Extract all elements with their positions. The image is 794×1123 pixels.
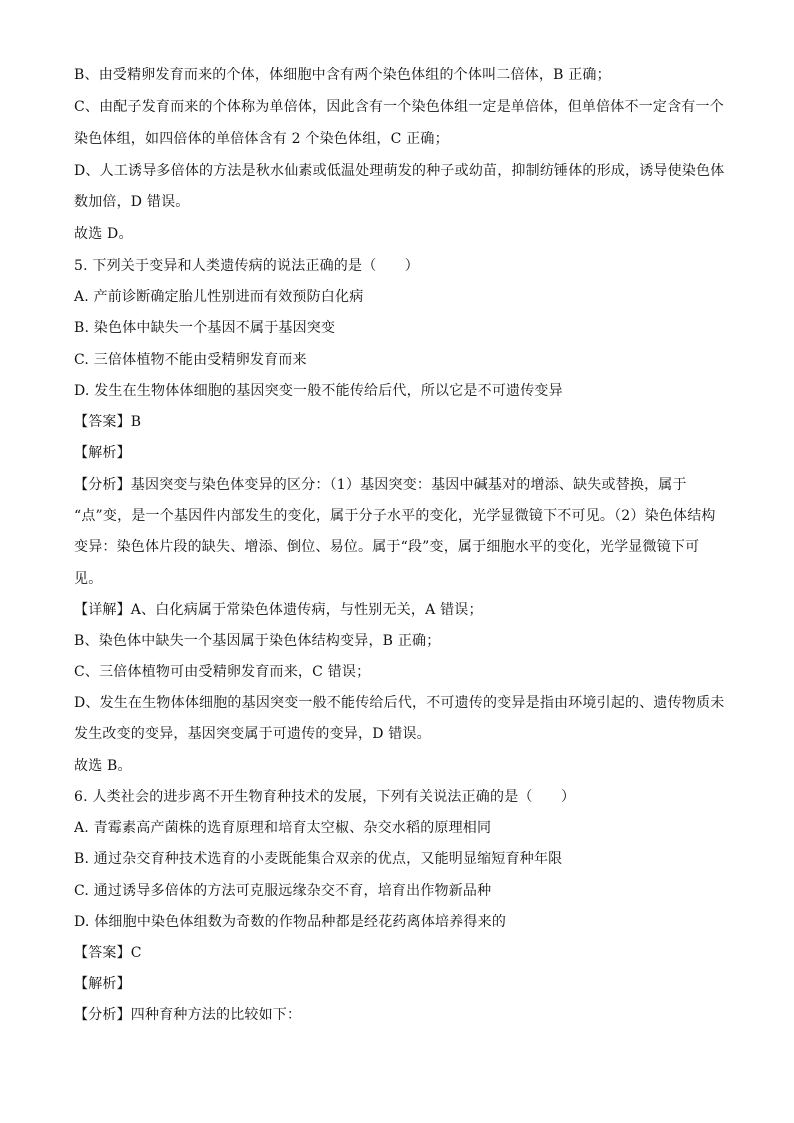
option-a: A. 青霉素高产菌株的选育原理和培育太空椒、杂交水稻的原理相同 <box>74 820 492 836</box>
text-line: D、人工诱导多倍体的方法是秋水仙素或低温处理萌发的种子或幼苗，抑制纺锤体的形成，诱导使染色体 <box>74 163 725 179</box>
text-line: 染色体组，如四倍体的单倍体含有 2 个染色体组，C 正确； <box>74 131 449 147</box>
option-c: C. 三倍体植物不能由受精卵发育而来 <box>74 352 307 368</box>
text-line: C、由配子发育而来的个体称为单倍体，因此含有一个染色体组一定是单倍体，但单倍体不一定含有一个 <box>74 99 724 115</box>
text-line: D、发生在生物体体细胞的基因突变一般不能传给后代，不可遗传的变异是指由环境引起的、遗传物质未 <box>74 695 725 711</box>
option-d: D. 发生在生物体体细胞的基因突变一般不能传给后代，所以它是不可遗传变异 <box>74 383 563 399</box>
text-line: 见。 <box>74 571 103 587</box>
analysis-label: 【解析】 <box>74 445 131 461</box>
option-b: B. 染色体中缺失一个基因不属于基因突变 <box>74 320 336 336</box>
text-line: B、由受精卵发育而来的个体，体细胞中含有两个染色体组的个体叫二倍体，B 正确； <box>74 67 611 83</box>
text-line: 【分析】基因突变与染色体变异的区分：（1）基因突变：基因中碱基对的增添、缺失或替换，属于 <box>74 477 687 493</box>
option-b: B. 通过杂交育种技术选育的小麦既能集合双亲的优点，又能明显缩短育种年限 <box>74 851 563 867</box>
text-line: 故选 B。 <box>74 758 132 774</box>
text-line: 故选 D。 <box>74 226 133 242</box>
text-line: 变异：染色体片段的缺失、增添、倒位、易位。属于“段”变，属于细胞水平的变化，光学显微镜下可 <box>74 539 700 555</box>
answer-label: 【答案】B <box>74 414 142 430</box>
text-line: 发生改变的变异，基因突变属于可遗传的变异，D 错误。 <box>74 726 431 742</box>
question-title: 6. 人类社会的进步离不开生物育种技术的发展，下列有关说法正确的是（ ） <box>74 789 576 805</box>
answer-label: 【答案】C <box>74 945 142 961</box>
text-line: 数加倍，D 错误。 <box>74 194 190 210</box>
text-line: 【分析】四种育种方法的比较如下： <box>74 1007 302 1023</box>
analysis-label: 【解析】 <box>74 976 131 992</box>
text-line: C、三倍体植物可由受精卵发育而来，C 错误； <box>74 664 371 680</box>
text-line: B、染色体中缺失一个基因属于染色体结构变异，B 正确； <box>74 633 441 649</box>
question-title: 5. 下列关于变异和人类遗传病的说法正确的是（ ） <box>74 258 420 274</box>
text-line: “点”变，是一个基因件内部发生的变化，属于分子水平的变化，光学显微镜下不可见。（2）染色体结构 <box>74 508 716 524</box>
option-c: C. 通过诱导多倍体的方法可克服远缘杂交不育，培育出作物新品种 <box>74 883 492 899</box>
option-d: D. 体细胞中染色体组数为奇数的作物品种都是经花药离体培养得来的 <box>74 914 507 930</box>
text-line: 【详解】A、白化病属于常染色体遗传病，与性别无关，A 错误； <box>74 602 483 618</box>
option-a: A. 产前诊断确定胎儿性别进而有效预防白化病 <box>74 289 364 305</box>
